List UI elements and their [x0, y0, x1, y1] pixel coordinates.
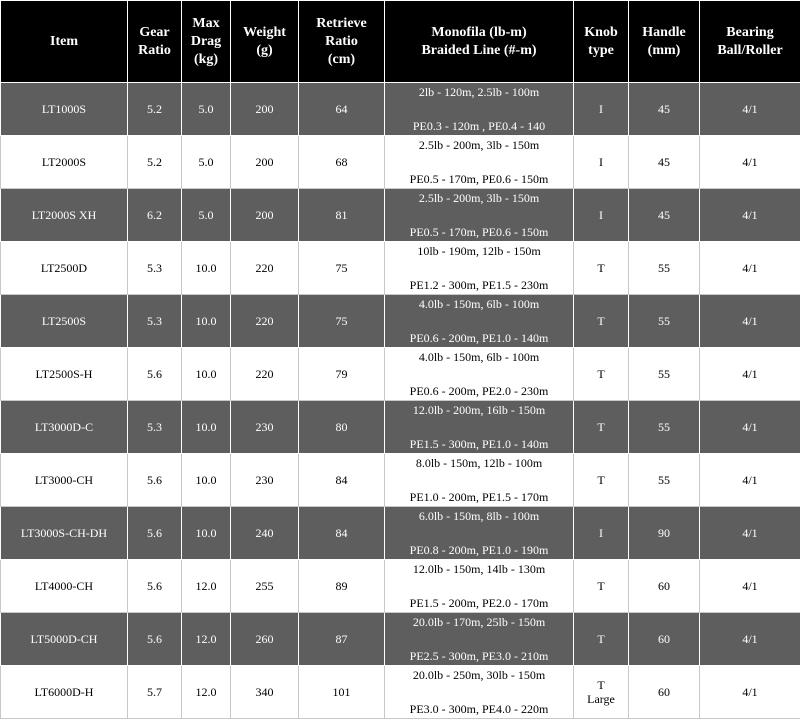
handle-cell: 55	[629, 348, 700, 401]
knob-type-cell	[574, 613, 629, 666]
bearing-cell: 4/1	[700, 83, 800, 136]
gear-ratio-cell: 5.3	[128, 401, 182, 454]
knob-type: I	[599, 208, 603, 222]
max-drag-cell: 5.0	[182, 136, 231, 189]
monofilament-capacity: 4.0lb - 150m, 6lb - 100m	[418, 350, 540, 364]
monofilament-capacity: 2lb - 120m, 2.5lb - 100m	[418, 85, 540, 99]
line-capacity-cell	[385, 507, 574, 560]
weight-cell: 240	[231, 507, 299, 560]
header-handle: Handle (mm)	[629, 1, 700, 83]
table-row	[1, 242, 800, 295]
table-row	[1, 401, 800, 454]
retrieve-ratio-cell: 80	[299, 401, 385, 454]
knob-type-cell	[574, 454, 629, 507]
bearing-cell: 4/1	[700, 666, 800, 719]
handle-cell: 60	[629, 666, 700, 719]
table-row	[1, 83, 800, 136]
table-row	[1, 454, 800, 507]
braided-line-capacity: PE1.2 - 300m, PE1.5 - 230m	[409, 278, 549, 292]
max-drag-cell: 5.0	[182, 189, 231, 242]
table-row	[1, 295, 800, 348]
gear-ratio-cell: 5.3	[128, 242, 182, 295]
gear-ratio-cell: 5.2	[128, 83, 182, 136]
knob-type: T	[597, 314, 605, 328]
table-row	[1, 613, 800, 666]
gear-ratio-cell: 5.2	[128, 136, 182, 189]
bearing-cell: 4/1	[700, 454, 800, 507]
gear-ratio-cell: 6.2	[128, 189, 182, 242]
knob-type: T	[597, 678, 605, 692]
knob-type-cell	[574, 666, 629, 719]
knob-type: T	[597, 579, 605, 593]
knob-type: T	[597, 632, 605, 646]
table-row	[1, 136, 800, 189]
gear-ratio-cell: 5.6	[128, 613, 182, 666]
retrieve-ratio-cell: 84	[299, 507, 385, 560]
retrieve-ratio-cell: 101	[299, 666, 385, 719]
item-cell: LT6000D-H	[1, 666, 128, 719]
line-capacity-cell	[385, 295, 574, 348]
knob-type-cell	[574, 242, 629, 295]
header-retrieve-ratio: Retrieve Ratio (cm)	[299, 1, 385, 83]
table-row	[1, 666, 800, 719]
braided-line-capacity: PE1.0 - 200m, PE1.5 - 170m	[409, 490, 549, 504]
handle-cell: 55	[629, 295, 700, 348]
handle-cell: 90	[629, 507, 700, 560]
knob-type-cell	[574, 560, 629, 613]
monofilament-capacity: 2.5lb - 200m, 3lb - 150m	[418, 191, 540, 205]
bearing-cell: 4/1	[700, 401, 800, 454]
handle-cell: 45	[629, 189, 700, 242]
braided-line-capacity: PE1.5 - 300m, PE1.0 - 140m	[409, 437, 549, 451]
table-row	[1, 507, 800, 560]
weight-cell: 260	[231, 613, 299, 666]
monofilament-capacity: 8.0lb - 150m, 12lb - 100m	[415, 456, 543, 470]
handle-cell: 55	[629, 454, 700, 507]
weight-cell: 255	[231, 560, 299, 613]
max-drag-cell: 10.0	[182, 507, 231, 560]
gear-ratio-cell: 5.6	[128, 560, 182, 613]
gear-ratio-cell: 5.6	[128, 507, 182, 560]
bearing-cell: 4/1	[700, 242, 800, 295]
monofilament-capacity: 20.0lb - 170m, 25lb - 150m	[412, 615, 546, 629]
line-capacity-cell	[385, 348, 574, 401]
knob-type: T	[597, 420, 605, 434]
weight-cell: 220	[231, 295, 299, 348]
handle-cell: 45	[629, 83, 700, 136]
knob-type-note: Large	[587, 692, 615, 706]
weight-cell: 230	[231, 401, 299, 454]
item-cell: LT2500S-H	[1, 348, 128, 401]
monofilament-capacity: 2.5lb - 200m, 3lb - 150m	[418, 138, 540, 152]
header-max-drag: Max Drag (kg)	[182, 1, 231, 83]
knob-type-cell	[574, 295, 629, 348]
retrieve-ratio-cell: 68	[299, 136, 385, 189]
table-row	[1, 189, 800, 242]
item-cell: LT5000D-CH	[1, 613, 128, 666]
item-cell: LT2000S	[1, 136, 128, 189]
gear-ratio-cell: 5.7	[128, 666, 182, 719]
braided-line-capacity: PE0.5 - 170m, PE0.6 - 150m	[409, 172, 549, 186]
retrieve-ratio-cell: 64	[299, 83, 385, 136]
monofilament-capacity: 12.0lb - 200m, 16lb - 150m	[412, 403, 546, 417]
knob-type: T	[597, 367, 605, 381]
braided-line-capacity: PE2.5 - 300m, PE3.0 - 210m	[409, 649, 549, 663]
weight-cell: 230	[231, 454, 299, 507]
header-line-capacity: Monofila (lb-m) Braided Line (#-m)	[385, 1, 574, 83]
braided-line-capacity: PE0.5 - 170m, PE0.6 - 150m	[409, 225, 549, 239]
item-cell: LT3000S-CH-DH	[1, 507, 128, 560]
item-cell: LT3000-CH	[1, 454, 128, 507]
weight-cell: 200	[231, 83, 299, 136]
knob-type: T	[597, 261, 605, 275]
table-row	[1, 560, 800, 613]
max-drag-cell: 12.0	[182, 560, 231, 613]
knob-type-cell	[574, 348, 629, 401]
bearing-cell: 4/1	[700, 560, 800, 613]
monofilament-capacity: 10lb - 190m, 12lb - 150m	[417, 244, 541, 258]
bearing-cell: 4/1	[700, 507, 800, 560]
braided-line-capacity: PE3.0 - 300m, PE4.0 - 220m	[409, 702, 549, 716]
item-cell: LT2500D	[1, 242, 128, 295]
knob-type: I	[599, 102, 603, 116]
weight-cell: 220	[231, 348, 299, 401]
header-weight: Weight (g)	[231, 1, 299, 83]
handle-cell: 60	[629, 560, 700, 613]
header-knob-type: Knob type	[574, 1, 629, 83]
monofilament-capacity: 12.0lb - 150m, 14lb - 130m	[412, 562, 546, 576]
monofilament-capacity: 4.0lb - 150m, 6lb - 100m	[418, 297, 540, 311]
knob-type: T	[597, 473, 605, 487]
weight-cell: 340	[231, 666, 299, 719]
weight-cell: 200	[231, 136, 299, 189]
max-drag-cell: 10.0	[182, 242, 231, 295]
spec-table-body	[1, 83, 800, 719]
bearing-cell: 4/1	[700, 295, 800, 348]
retrieve-ratio-cell: 87	[299, 613, 385, 666]
max-drag-cell: 5.0	[182, 83, 231, 136]
line-capacity-cell	[385, 242, 574, 295]
gear-ratio-cell: 5.6	[128, 454, 182, 507]
braided-line-capacity: PE1.5 - 200m, PE2.0 - 170m	[409, 596, 549, 610]
bearing-cell: 4/1	[700, 189, 800, 242]
retrieve-ratio-cell: 89	[299, 560, 385, 613]
braided-line-capacity: PE0.6 - 200m, PE1.0 - 140m	[409, 331, 549, 345]
monofilament-capacity: 20.0lb - 250m, 30lb - 150m	[412, 668, 546, 682]
header-item: Item	[1, 1, 128, 83]
handle-cell: 60	[629, 613, 700, 666]
line-capacity-cell	[385, 189, 574, 242]
knob-type: I	[599, 155, 603, 169]
line-capacity-cell	[385, 136, 574, 189]
header-row	[1, 1, 800, 83]
item-cell: LT2500S	[1, 295, 128, 348]
max-drag-cell: 12.0	[182, 666, 231, 719]
retrieve-ratio-cell: 79	[299, 348, 385, 401]
weight-cell: 200	[231, 189, 299, 242]
knob-type: I	[599, 526, 603, 540]
handle-cell: 55	[629, 242, 700, 295]
max-drag-cell: 10.0	[182, 454, 231, 507]
gear-ratio-cell: 5.3	[128, 295, 182, 348]
knob-type-cell	[574, 507, 629, 560]
line-capacity-cell	[385, 560, 574, 613]
braided-line-capacity: PE0.8 - 200m, PE1.0 - 190m	[409, 543, 549, 557]
header-gear-ratio: Gear Ratio	[128, 1, 182, 83]
item-cell: LT2000S XH	[1, 189, 128, 242]
line-capacity-cell	[385, 83, 574, 136]
item-cell: LT1000S	[1, 83, 128, 136]
line-capacity-cell	[385, 401, 574, 454]
line-capacity-cell	[385, 613, 574, 666]
handle-cell: 45	[629, 136, 700, 189]
bearing-cell: 4/1	[700, 613, 800, 666]
max-drag-cell: 10.0	[182, 348, 231, 401]
knob-type-cell	[574, 83, 629, 136]
knob-type-cell	[574, 189, 629, 242]
max-drag-cell: 10.0	[182, 295, 231, 348]
handle-cell: 55	[629, 401, 700, 454]
max-drag-cell: 10.0	[182, 401, 231, 454]
item-cell: LT4000-CH	[1, 560, 128, 613]
bearing-cell: 4/1	[700, 348, 800, 401]
weight-cell: 220	[231, 242, 299, 295]
line-capacity-cell	[385, 666, 574, 719]
braided-line-capacity: PE0.3 - 120m , PE0.4 - 140	[412, 119, 546, 133]
bearing-cell: 4/1	[700, 136, 800, 189]
retrieve-ratio-cell: 81	[299, 189, 385, 242]
retrieve-ratio-cell: 75	[299, 295, 385, 348]
item-cell: LT3000D-C	[1, 401, 128, 454]
table-row	[1, 348, 800, 401]
knob-type-cell	[574, 136, 629, 189]
braided-line-capacity: PE0.6 - 200m, PE2.0 - 230m	[409, 384, 549, 398]
header-bearing: Bearing Ball/Roller	[700, 1, 800, 83]
retrieve-ratio-cell: 84	[299, 454, 385, 507]
knob-type-cell	[574, 401, 629, 454]
max-drag-cell: 12.0	[182, 613, 231, 666]
line-capacity-cell	[385, 454, 574, 507]
monofilament-capacity: 6.0lb - 150m, 8lb - 100m	[418, 509, 540, 523]
retrieve-ratio-cell: 75	[299, 242, 385, 295]
gear-ratio-cell: 5.6	[128, 348, 182, 401]
